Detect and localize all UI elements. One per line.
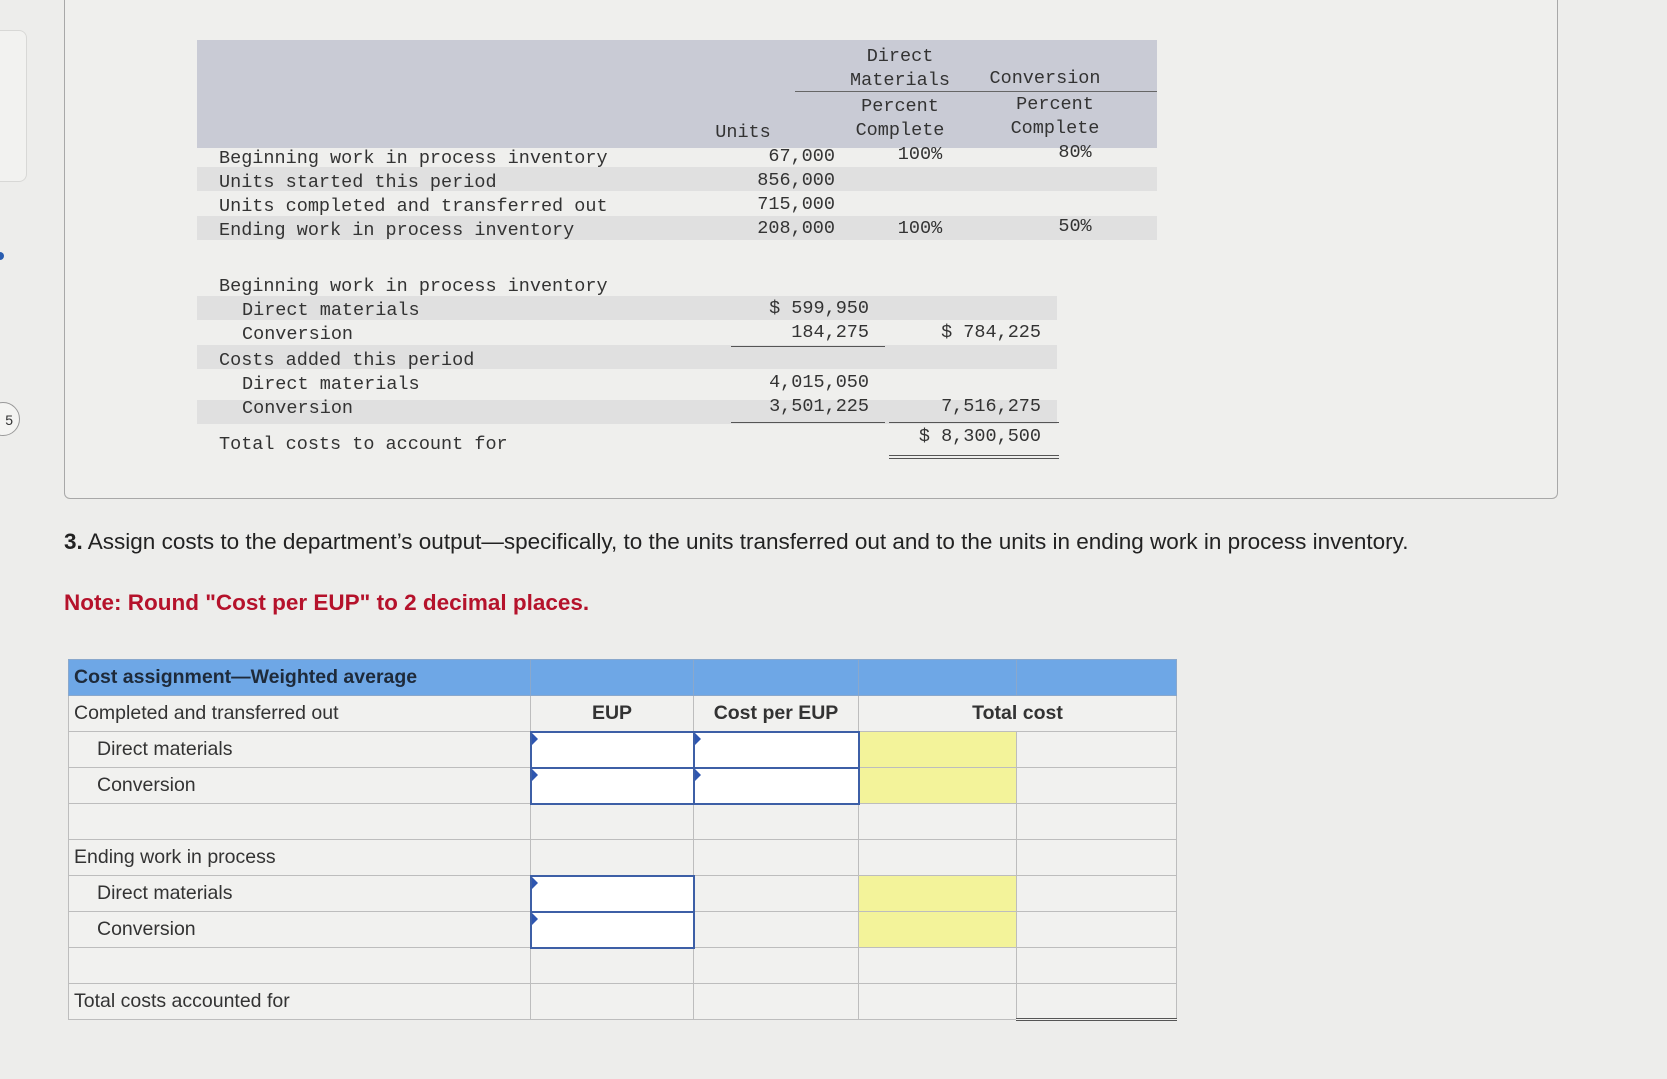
completed-conv-total-cost [859,768,1017,804]
nav-dot-indicator [0,252,4,260]
header-dm-1: Direct [866,46,934,67]
ending-dm-label: Direct materials [69,876,531,912]
table-title-row [69,660,1177,696]
completed-dm-eup-input[interactable] [531,732,694,768]
cost-beg-total: $ 784,225 [941,322,1041,343]
cost-beg-conv-value: 184,275 [791,322,869,343]
total-double-rule [889,455,1059,456]
cost-add-total: 7,516,275 [941,396,1041,417]
total-double-rule [889,458,1059,459]
cost-added-label: Costs added this period [219,350,475,371]
row-units: 208,000 [757,218,835,239]
ending-label: Ending work in process [69,840,531,876]
table-row [69,840,1177,876]
ending-conv-total-cost [859,912,1017,948]
header-rule [795,91,1157,92]
cost-add-dm-label: Direct materials [242,374,420,395]
table-row [69,732,1177,768]
cost-add-conv-value: 3,501,225 [769,396,869,417]
completed-dm-label: Direct materials [69,732,531,768]
row-units: 856,000 [757,170,835,191]
table-row [69,984,1177,1020]
completed-label: Completed and transferred out [69,696,531,732]
row-units: 67,000 [768,146,835,167]
question-body: Assign costs to the department’s output—specifically, to the units transferred out and to the units in ending work in process inventory. [87,529,1409,554]
row-dm-pct: 100% [897,218,943,239]
row-dm-pct: 100% [897,144,943,165]
row-conv-pct: 50% [1058,216,1092,237]
cost-add-dm-value: 4,015,050 [769,372,869,393]
header-dm-4: Complete [855,120,945,141]
total-costs-accounted-value [1017,984,1177,1020]
header-dm-2: Materials [850,70,950,91]
row-conv-pct: 80% [1058,142,1092,163]
subtotal-rule [731,346,885,347]
table-row [69,948,1177,984]
ending-dm-eup-input[interactable] [531,876,694,912]
ending-conv-eup-input[interactable] [531,912,694,948]
row-label: Ending work in process inventory [219,220,575,241]
cost-beg-conv-label: Conversion [242,324,354,345]
question-text [64,526,1484,557]
col-total-cost: Total cost [859,696,1177,732]
completed-conv-cost-per-eup-input[interactable] [694,768,859,804]
header-conv-1: Conversion [989,68,1101,89]
question-number-badge[interactable]: 5 [0,402,20,436]
question-number: 3. [64,529,83,554]
cost-beginning-label: Beginning work in process inventory [219,276,608,297]
ending-conv-label: Conversion [69,912,531,948]
header-conv-2: Percent [1016,94,1094,115]
col-cost-per-eup: Cost per EUP [694,696,859,732]
data-panel [64,0,1558,499]
subtotal-rule [889,422,1059,423]
cost-assignment-table [68,659,1177,1021]
table-row [69,912,1177,948]
row-label: Units started this period [219,172,497,193]
completed-dm-cost-per-eup-input[interactable] [694,732,859,768]
table-row [69,876,1177,912]
row-label: Beginning work in process inventory [219,148,608,169]
completed-dm-total-cost [859,732,1017,768]
row-units: 715,000 [757,194,835,215]
table-title: Cost assignment—Weighted average [69,660,531,696]
header-units: Units [715,122,771,143]
table-row [69,804,1177,840]
ending-dm-total-cost [859,876,1017,912]
cost-beg-dm-label: Direct materials [242,300,420,321]
question-note: Note: Round "Cost per EUP" to 2 decimal places. [64,590,590,615]
col-eup: EUP [531,696,694,732]
subtotal-rule [731,422,885,423]
completed-conv-label: Conversion [69,768,531,804]
total-costs-label: Total costs accounted for [69,984,531,1020]
header-conv-3: Complete [1010,118,1100,139]
table-row [69,696,1177,732]
header-dm-3: Percent [861,96,939,117]
cost-beg-dm-value: $ 599,950 [769,298,869,319]
completed-conv-eup-input[interactable] [531,768,694,804]
cost-add-conv-label: Conversion [242,398,354,419]
cost-total-value: $ 8,300,500 [918,426,1041,447]
row-label: Units completed and transferred out [219,196,608,217]
cost-total-label: Total costs to account for [219,434,508,455]
table-row [69,768,1177,804]
left-panel-edge [0,30,27,182]
